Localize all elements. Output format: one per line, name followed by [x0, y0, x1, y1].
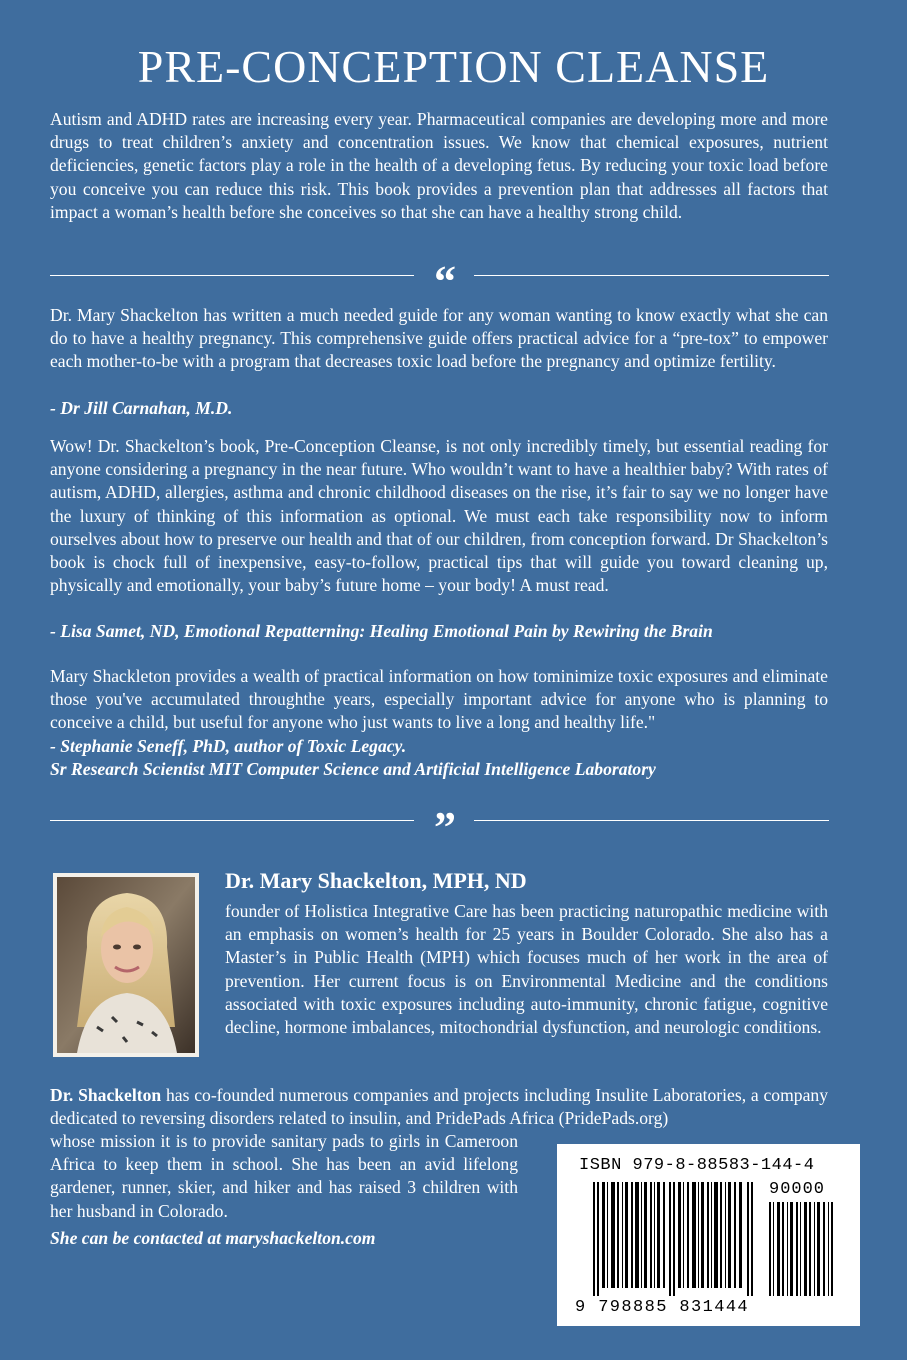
review-3-author-affiliation: Sr Research Scientist MIT Computer Science and Artificial Intelligence Laboratory: [50, 759, 656, 779]
ean-digits: 9 798885 831444: [575, 1298, 750, 1317]
isbn-barcode: [557, 1144, 860, 1326]
book-title: PRE-CONCEPTION CLEANSE: [137, 41, 770, 92]
review-2-author: - Lisa Samet, ND, Emotional Repatterning: Healing Emotional Pain by Rewiring the Brain: [50, 621, 713, 641]
divider-right-top: [474, 275, 829, 276]
author-bio-paragraph-2: [50, 1084, 828, 1130]
author-contact: She can be contacted at maryshackelton.com: [50, 1228, 376, 1248]
isbn-number: ISBN 979-8-88583-144-4: [579, 1156, 815, 1175]
divider-left-top: [50, 275, 414, 276]
open-quote-icon: “: [434, 257, 456, 306]
author-portrait-image: [57, 877, 195, 1053]
author-name: Dr. Mary Shackelton, MPH, ND: [225, 868, 527, 893]
author-photo: [53, 873, 199, 1057]
author-bio-paragraph-2-continued: whose mission it is to provide sanitary pads to girls in Cameroon Africa to keep them in school. She has been an avid lifelong gardener, runner, skier, and hiker and has raised 3 children with her husband in Colorado.: [50, 1131, 518, 1221]
price-bars: [769, 1202, 833, 1296]
divider-right-bottom: [474, 820, 829, 821]
review-3-text: Mary Shackleton provides a wealth of practical information on how tominimize toxic exposures and eliminate those you've accumulated throughthe years, especially important advice for anyone who is planning to conceive a child, but useful for anyone who just wants to live a long and healthy life.": [50, 666, 828, 733]
divider-left-bottom: [50, 820, 414, 821]
review-1-author: - Dr Jill Carnahan, M.D.: [50, 398, 233, 418]
author-bio: founder of Holistica Integrative Care has been practicing naturopathic medicine with an emphasis on women’s health for 25 years in Boulder Colorado. She also has a Master’s in Public Health (MPH) which focuses much of her work in the area of prevention. Her current focus is on Environmental Medicine and the conditions associated with toxic exposures including auto-immunity, chronic fatigue, cognitive decline, hormone imbalances, mitochondrial dysfunction, and neurologic conditions.: [225, 901, 828, 1038]
author-name-inline: Dr. Shackelton: [50, 1085, 162, 1105]
author-bio-paragraph-2-text: has co-founded numerous companies and projects including Insulite Laboratories, a company dedicated to reversing disorders related to insulin, and PridePads Africa (PridePads.org): [50, 1085, 828, 1129]
close-quote-icon: ”: [434, 803, 456, 852]
ean-bars: [593, 1182, 753, 1296]
review-1-text: Dr. Mary Shackelton has written a much needed guide for any woman wanting to know exactly what she can do to have a healthy pregnancy. This comprehensive guide offers practical advice for a “pre-tox” to empower each mother-to-be with a program that decreases toxic load before the pregnancy and optimize fertility.: [50, 305, 828, 372]
price-code: 90000: [769, 1180, 826, 1199]
review-2-text: Wow! Dr. Shackelton’s book, Pre-Conception Cleanse, is not only incredibly timely, but essential reading for anyone considering a pregnancy in the near future. Who wouldn’t want to have a healthier baby? With rates of autism, ADHD, allergies, asthma and chronic childhood diseases on the rise, it’s fair to say we no longer have the luxury of thinking of this information as optional. We must each take responsibility now to inform ourselves about how to preserve our health and that of our children, from conception forward. Dr Shackelton’s book is chock full of inexpensive, easy-to-follow, practical tips that will guide you toward cleaning up, physically and emotionally, your baby’s future home – your body! A must read.: [50, 436, 828, 596]
review-3-author: - Stephanie Seneff, PhD, author of Toxic Legacy.: [50, 736, 407, 756]
intro-paragraph: Autism and ADHD rates are increasing every year. Pharmaceutical companies are developing more and more drugs to treat children’s anxiety and concentration issues. We know that chemical exposures, nutrient deficiencies, genetic factors play a role in the health of a developing fetus. By reducing your toxic load before you conceive you can reduce this risk. This book provides a prevention plan that addresses all factors that impact a woman’s health before she conceives so that she can have a healthy strong child.: [50, 109, 828, 222]
